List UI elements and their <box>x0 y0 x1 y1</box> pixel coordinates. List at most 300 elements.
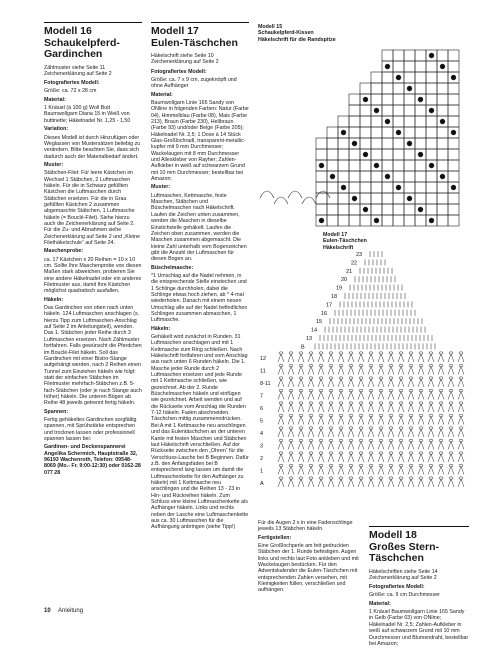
model-17-chart-number: Modell 17 <box>323 232 348 238</box>
filet-cell <box>327 138 338 149</box>
owl-stitch <box>398 417 404 425</box>
owl-stitch <box>308 379 314 387</box>
owl-row-label: 15 <box>316 319 323 326</box>
owl-stitch <box>378 367 384 375</box>
filet-cell <box>393 94 404 105</box>
owl-stitch <box>298 429 304 437</box>
model-17-chart-title: Eulen-Täschchen <box>323 238 367 245</box>
filet-cell <box>415 72 426 83</box>
filet-cell <box>404 149 415 160</box>
owl-row-label: 17 <box>326 302 333 309</box>
owl-row-label: 13 <box>306 336 313 342</box>
owl-stitch <box>338 442 344 450</box>
filet-cell <box>415 61 426 72</box>
filet-cell <box>327 193 338 204</box>
owl-stitch <box>298 367 304 375</box>
model-16-subtitle: Zählmuster siehe Seite 11 Zeichenerklärung auf Seite 2 <box>44 64 112 77</box>
filet-cell <box>338 116 349 127</box>
owl-stitch <box>418 454 424 462</box>
owl-stitch <box>338 404 344 412</box>
filet-cell <box>371 204 382 215</box>
filet-cell <box>327 127 338 138</box>
filet-cell <box>448 116 459 127</box>
filet-cell <box>437 149 448 160</box>
filet-cell <box>448 215 459 226</box>
owl-stitch <box>308 392 314 400</box>
filet-cell <box>382 160 393 171</box>
owl-stitch <box>408 392 414 400</box>
filet-cell <box>448 61 459 72</box>
column-charts <box>258 24 438 43</box>
probe-text: ca. 17 Kästchen x 20 Reihen = 10 x 10 cm. Sollte Ihre Maschenprobe von diesen Maßen stark abweichen, probieren Sie eine andere Häkelnadel oder ein anderes Filetmuster aus, damit Ihre Kästchen möglichst quadratisch ausfallen. <box>44 256 142 295</box>
owl-stitch <box>418 354 424 362</box>
model-18-number: Modell 18 <box>369 529 417 541</box>
owl-stitch <box>338 429 344 437</box>
owl-stitch <box>298 417 304 425</box>
owl-stitch <box>278 392 284 400</box>
filet-cell <box>448 83 459 94</box>
owl-stitch <box>308 404 314 412</box>
owl-stitch <box>318 442 324 450</box>
filet-dot <box>363 97 368 102</box>
filet-dot <box>418 207 423 212</box>
owl-stitch <box>428 367 434 375</box>
filet-cell <box>371 138 382 149</box>
owl-stitch <box>318 354 324 362</box>
probe-heading: Maschenprobe: <box>44 248 84 255</box>
filet-dot <box>385 174 390 179</box>
owl-stitch <box>378 429 384 437</box>
muster-text: Luftmaschen, Kettmasche, feste Maschen, Stäbchen und Büschelmaschen nach Häkelschrift. Laufen die Zeichen unten zusammen, werden die Maschen in dieselbe Einstichstelle gehäkelt. Laufen die Zeichen oben zusammen, werden die Maschen zusammen abgemascht. Die kleine Zahl unterhalb vom Bogenzeichen gibt die Anzahl der Luftmaschen für diesen Bogen an. <box>151 192 247 263</box>
owl-row-label: 7 <box>260 393 264 400</box>
owl-stitch <box>428 467 434 475</box>
filet-cell <box>382 83 393 94</box>
filet-cell <box>448 149 459 160</box>
owl-stitch <box>358 404 364 412</box>
owl-stitch <box>408 379 414 387</box>
owl-stitch <box>298 442 304 450</box>
owl-stitch <box>298 404 304 412</box>
filet-dot <box>451 75 456 80</box>
owl-stitch <box>428 429 434 437</box>
filet-cell <box>349 204 360 215</box>
owl-stitch <box>368 404 374 412</box>
filet-dot <box>451 185 456 190</box>
model-16-title: Schaukelpferd-Gardinchen <box>44 36 120 60</box>
owl-stitch <box>298 379 304 387</box>
owl-stitch <box>448 354 454 362</box>
filet-cell <box>404 50 415 61</box>
muster-heading: Muster: <box>151 184 171 191</box>
owl-stitch <box>428 479 434 487</box>
variation-text: Dieses Modell ist durch Hinzufügen oder Weglassen von Mustersätzen beliebig zu verändern. Bitte beachten Sie, dass sich dadurch auch der Materialbedarf ändert. <box>44 134 141 160</box>
filet-dot <box>374 163 379 168</box>
filet-cell <box>360 138 371 149</box>
owl-stitch <box>338 367 344 375</box>
owl-stitch <box>328 404 334 412</box>
filet-cell <box>393 50 404 61</box>
material-text: 1 Knäuel Baumwollgarn Linie 165 Sandy in Gelb (Farbe 03) von ONline; Häkelnadel Nr. 2,5; Zahlen-Aufkleber in weiß auf schwarzem Grund mit 10 mm Durchmesser und Blumendraht, bestellbar bei Amazon; <box>369 609 469 647</box>
bueschel-text: *1 Umschlag auf die Nadel nehmen, in die entsprechende Stelle einstechen und 1 Schlinge durchholen, dabei die Schlinge etwas hoch ziehen, ab * 4-mal wiederholen. Danach mit einem neuen Umschlag alle auf der Nadel befindlichen Schlingen zusammen abmaschen, 1 Luftmasche. <box>151 272 248 324</box>
owl-stitch <box>348 367 354 375</box>
owl-stitch <box>388 379 394 387</box>
filet-dot <box>319 163 324 168</box>
owl-stitch <box>378 454 384 462</box>
filet-cell <box>404 72 415 83</box>
filet-cell <box>393 204 404 215</box>
owl-stitch <box>418 479 424 487</box>
spannen-address: Gardinen- und Deckenspannerei Angelika Schermich, Hauptstraße 32, 96193 Wachenroth, Telefon: 09548-8069 (Mo.- Fr. 9:00-12:30) oder 0162-28 077 28 <box>44 444 141 476</box>
filet-arch <box>274 197 288 204</box>
owl-stitch <box>278 429 284 437</box>
owl-stitch <box>318 392 324 400</box>
owl-stitch <box>438 467 444 475</box>
filet-cell <box>437 204 448 215</box>
owl-stitch <box>378 392 384 400</box>
filet-cell <box>415 215 426 226</box>
column-model-17-continued <box>258 520 362 596</box>
filet-cell <box>316 138 327 149</box>
filet-cell <box>316 171 327 182</box>
owl-stitch <box>368 367 374 375</box>
owl-stitch <box>348 379 354 387</box>
owl-row-label: 22 <box>351 260 358 267</box>
filet-cell <box>349 182 360 193</box>
filet-cell <box>426 61 437 72</box>
filet-cell <box>371 127 382 138</box>
filet-cell <box>382 193 393 204</box>
owl-chart <box>256 246 470 518</box>
owl-stitch <box>318 467 324 475</box>
filet-cell <box>371 72 382 83</box>
filet-cell <box>393 160 404 171</box>
owl-stitch <box>318 379 324 387</box>
material-heading: Material: <box>369 600 391 607</box>
filet-cell <box>349 94 360 105</box>
owl-stitch <box>398 479 404 487</box>
owl-stitch <box>398 367 404 375</box>
filet-cell <box>393 61 404 72</box>
owl-stitch <box>398 392 404 400</box>
filet-cell <box>371 149 382 160</box>
owl-stitch <box>288 429 294 437</box>
owl-stitch <box>308 454 314 462</box>
owl-stitch <box>368 467 374 475</box>
filet-cell <box>404 171 415 182</box>
filet-cell <box>316 149 327 160</box>
filet-cell <box>448 171 459 182</box>
owl-stitch <box>308 479 314 487</box>
filet-cell <box>393 105 404 116</box>
filet-cell <box>437 193 448 204</box>
owl-row-label: 19 <box>336 285 343 292</box>
owl-stitch <box>408 404 414 412</box>
filet-cell <box>338 193 349 204</box>
filet-dot <box>407 86 412 91</box>
photo-heading: Fotografiertes Modell: <box>369 584 425 591</box>
owl-stitch <box>358 479 364 487</box>
owl-row-label: 21 <box>346 268 353 275</box>
owl-stitch <box>458 379 464 387</box>
filet-cell <box>437 94 448 105</box>
bueschel-heading: Büschelmasche: <box>151 264 194 271</box>
filet-cell <box>371 193 382 204</box>
owl-stitch <box>418 429 424 437</box>
filet-dot <box>396 75 401 80</box>
owl-stitch <box>388 404 394 412</box>
owl-stitch <box>318 454 324 462</box>
owl-stitch <box>448 479 454 487</box>
owl-stitch <box>348 479 354 487</box>
owl-stitch <box>328 454 334 462</box>
filet-cell <box>360 83 371 94</box>
model-16-header <box>44 22 142 61</box>
filet-dot <box>396 130 401 135</box>
filet-dot <box>440 119 445 124</box>
owl-stitch <box>438 354 444 362</box>
filet-cell <box>448 138 459 149</box>
owl-stitch <box>448 467 454 475</box>
filet-cell <box>382 50 393 61</box>
haekeln-text: Gehäkelt wird zunächst in Runden. 31 Luftmaschen anschlagen und mit 1 Kettmasche zum Ring schließen. Nach Häkelschrift fortfahren und vom Anschlag aus nach unten 6 Runden häkeln. Die 1. Masche jeder Runde durch 2 Luftmaschen ersetzen und jede Runde mit 1 Kettmasche schließen, wie gezeichnet. Ab der 2. Runde Büschelmaschen häkeln und einfügen wie gezeichnet. Arbeit wenden und auf die Rückseite vom Anschlag die Runden 7-12 häkeln. Faden abschneiden. Täschchen mittig zusammenndrücken. Bei A mit 1 Kettmasche neu anschlingen und das Eulentäschchen an der unteren Kante mit festen Maschen und Stäbchen laut Häkelschrift verschließen. Auf der Rückseite zwischen den „Ohren“ für die Verschluss-Lasche bei B Beginnen. Dafür z.B. den Anfangsfaden bei B entsprechend lang lassen um damit die Luftmaschenkette für den Aufhänger zu häkeln) mit 1 Kettmasche neu anschlingen und die Reihen 13 - 23 in Hin- und Rückreihen häkeln. Zum Schluss eine kleine Luftmaschenkette als Aufhänger häkeln. Links und rechts neben der Lasche eine Luftmaschenkette aus ca. 30 Luftmaschen für die Aufhängung anbringen (siehe Tipp!) <box>151 334 249 531</box>
column-model-16 <box>44 22 142 478</box>
owl-stitch <box>398 404 404 412</box>
filet-dot <box>429 163 434 168</box>
owl-stitch <box>438 379 444 387</box>
filet-arch <box>260 191 274 198</box>
filet-cell <box>404 204 415 215</box>
filet-dot <box>385 119 390 124</box>
owl-stitch <box>338 379 344 387</box>
filet-cell <box>349 149 360 160</box>
filet-cell <box>426 127 437 138</box>
filet-dot <box>407 196 412 201</box>
owl-stitch <box>428 454 434 462</box>
filet-cell <box>349 127 360 138</box>
owl-stitch <box>318 367 324 375</box>
owl-stitch <box>418 379 424 387</box>
owl-row-label: 3 <box>260 443 264 450</box>
owl-stitch <box>408 467 414 475</box>
owl-stitch <box>298 392 304 400</box>
owl-stitch <box>368 392 374 400</box>
filet-cell <box>415 193 426 204</box>
page-number: 10 <box>44 608 51 614</box>
owl-stitch <box>458 429 464 437</box>
owl-stitch <box>358 454 364 462</box>
owl-stitch <box>358 417 364 425</box>
owl-stitch <box>328 392 334 400</box>
filet-cell <box>338 149 349 160</box>
haekeln-text: Das Gardinchen von oben nach unten häkeln. 124 Luftmaschen anschlagen (s. hierzu Tipp zum Luftmaschen-Anschlag auf Seite 2 im Anleitungsteil), wenden. Das 1. Stäbchen jeder Reihe durch 3 Luftmaschen ersetzen. Nach Zählmuster fortfahren. Falls gewünscht die Pferdchen im Bouclé-Filet häkeln. Soll das Gardinchen mit einer Bistro-Stange aufgehängt werden, nach 2 Reihen einen Tunnel zum Einziehen häkeln wie folgt: statt der einfachen Stäbchen im Filetmuster mehrfach-Stäbchen z.B. 5-fach-Stäbchen (oder je nach Stange auch höher) häkeln. Die unteren Bögen ab Reihe 48 jeweils getrennt fertig häkeln. <box>44 305 142 407</box>
owl-stitch <box>438 442 444 450</box>
owl-stitch <box>348 392 354 400</box>
owl-stitch <box>458 404 464 412</box>
owl-stitch <box>278 379 284 387</box>
filet-cell <box>448 50 459 61</box>
owl-stitch <box>298 467 304 475</box>
owl-stitch <box>448 404 454 412</box>
owl-stitch <box>458 467 464 475</box>
filet-arch <box>302 197 316 204</box>
owl-stitch <box>378 467 384 475</box>
owl-stitch <box>308 429 314 437</box>
column-model-18 <box>369 526 469 649</box>
model-17-number: Modell 17 <box>151 25 199 37</box>
model-16-number: Modell 16 <box>44 25 92 37</box>
owl-stitch <box>388 354 394 362</box>
filet-dot <box>341 185 346 190</box>
owl-stitch <box>358 442 364 450</box>
filet-cell <box>415 127 426 138</box>
owl-stitch <box>418 367 424 375</box>
owl-stitch <box>328 354 334 362</box>
filet-cell <box>404 94 415 105</box>
owl-stitch <box>368 354 374 362</box>
owl-stitch <box>408 417 414 425</box>
column-model-17 <box>151 22 249 533</box>
owl-stitch <box>288 417 294 425</box>
owl-row-label: 8-11 <box>260 381 271 387</box>
filet-cell <box>437 182 448 193</box>
owl-stitch <box>348 467 354 475</box>
model-18-title: Großes Stern-Täschchen <box>369 540 440 564</box>
filet-dot <box>352 141 357 146</box>
filet-cell <box>382 72 393 83</box>
filet-cell <box>393 215 404 226</box>
owl-stitch <box>318 404 324 412</box>
owl-stitch <box>458 479 464 487</box>
owl-stitch <box>398 467 404 475</box>
haekeln-heading: Häkeln: <box>151 325 171 332</box>
owl-stitch <box>328 442 334 450</box>
owl-stitch <box>438 392 444 400</box>
owl-stitch <box>328 429 334 437</box>
filet-cell <box>393 171 404 182</box>
filet-cell <box>415 182 426 193</box>
owl-row-label: 18 <box>331 294 338 300</box>
owl-stitch <box>288 454 294 462</box>
owl-stitch <box>278 442 284 450</box>
owl-stitch <box>428 404 434 412</box>
owl-stitch <box>288 367 294 375</box>
filet-cell <box>415 83 426 94</box>
filet-chart <box>256 48 470 230</box>
owl-stitch <box>278 354 284 362</box>
filet-cell <box>426 138 437 149</box>
material-heading: Material: <box>44 96 66 103</box>
owl-stitch <box>288 379 294 387</box>
owl-stitch <box>408 367 414 375</box>
filet-cell <box>393 149 404 160</box>
finish-text: Eine Großlochperle am fett gedruckten Stäbchen der 1. Runde befestigen. Augen links und rechts laut Foto ankleben und mit Wackelaugen bestücken. Für den Adventskalender die Eulen-Täschchen mit entsprechenden Zahlen versehen, mit Kleinigkeiten füllen, verschließen und aufhängen. <box>258 543 359 594</box>
spannen-text: Fertig gehäkeltes Gardinchen sorgfältig spannen, mit Sprühstärke entsprechen und trocknen lassen oder professionell spannen lassen bei: <box>44 416 137 442</box>
filet-cell <box>338 160 349 171</box>
filet-cell <box>404 160 415 171</box>
owl-stitch <box>398 442 404 450</box>
owl-row-label: 2 <box>260 456 264 462</box>
owl-stitch <box>428 354 434 362</box>
filet-cell <box>426 149 437 160</box>
filet-cell <box>338 215 349 226</box>
owl-stitch <box>378 417 384 425</box>
filet-cell <box>371 182 382 193</box>
owl-row-label: 1 <box>260 468 264 475</box>
filet-cell <box>426 83 437 94</box>
owl-stitch <box>318 417 324 425</box>
owl-stitch <box>368 454 374 462</box>
owl-stitch <box>398 379 404 387</box>
owl-row-label: 6 <box>260 406 264 412</box>
owl-stitch <box>368 442 374 450</box>
filet-cell <box>382 94 393 105</box>
filet-cell <box>404 105 415 116</box>
filet-dot <box>363 207 368 212</box>
owl-row-label: 14 <box>311 327 318 334</box>
owl-stitch <box>428 417 434 425</box>
owl-stitch <box>348 429 354 437</box>
owl-stitch <box>288 442 294 450</box>
filet-cell <box>448 193 459 204</box>
owl-stitch <box>278 454 284 462</box>
filet-cell <box>338 204 349 215</box>
owl-stitch <box>388 442 394 450</box>
owl-stitch <box>398 429 404 437</box>
filet-cell <box>360 116 371 127</box>
filet-cell <box>393 193 404 204</box>
filet-cell <box>426 171 437 182</box>
filet-cell <box>371 116 382 127</box>
filet-cell <box>360 105 371 116</box>
filet-cell <box>382 182 393 193</box>
filet-cell <box>360 182 371 193</box>
filet-cell <box>437 127 448 138</box>
size-text: Größe: ca. 7 x 9 cm, zugeknöpft und ohne Aufhänger <box>151 76 237 90</box>
filet-cell <box>382 105 393 116</box>
model-15-subtitle: Häkelschrift für die Randspitze <box>258 36 336 43</box>
owl-stitch <box>388 467 394 475</box>
filet-cell <box>349 116 360 127</box>
filet-cell <box>327 215 338 226</box>
owl-stitch <box>378 479 384 487</box>
owl-stitch <box>288 467 294 475</box>
filet-cell <box>426 116 437 127</box>
filet-cell <box>327 204 338 215</box>
filet-cell <box>404 127 415 138</box>
filet-dot <box>440 64 445 69</box>
filet-dot <box>319 218 324 223</box>
owl-stitch <box>378 442 384 450</box>
owl-stitch <box>348 442 354 450</box>
owl-stitch <box>448 429 454 437</box>
filet-cell <box>349 215 360 226</box>
owl-stitch <box>318 429 324 437</box>
owl-stitch <box>308 442 314 450</box>
owl-stitch <box>458 354 464 362</box>
filet-cell <box>404 215 415 226</box>
owl-stitch <box>368 429 374 437</box>
owl-stitch <box>438 454 444 462</box>
owl-stitch <box>338 417 344 425</box>
owl-stitch <box>338 467 344 475</box>
owl-row-label: 11 <box>260 368 266 375</box>
filet-cell <box>338 171 349 182</box>
owl-stitch <box>438 417 444 425</box>
model-15-number: Modell 15 <box>258 24 283 30</box>
owl-stitch <box>458 392 464 400</box>
owl-stitch <box>358 379 364 387</box>
filet-dot <box>418 97 423 102</box>
